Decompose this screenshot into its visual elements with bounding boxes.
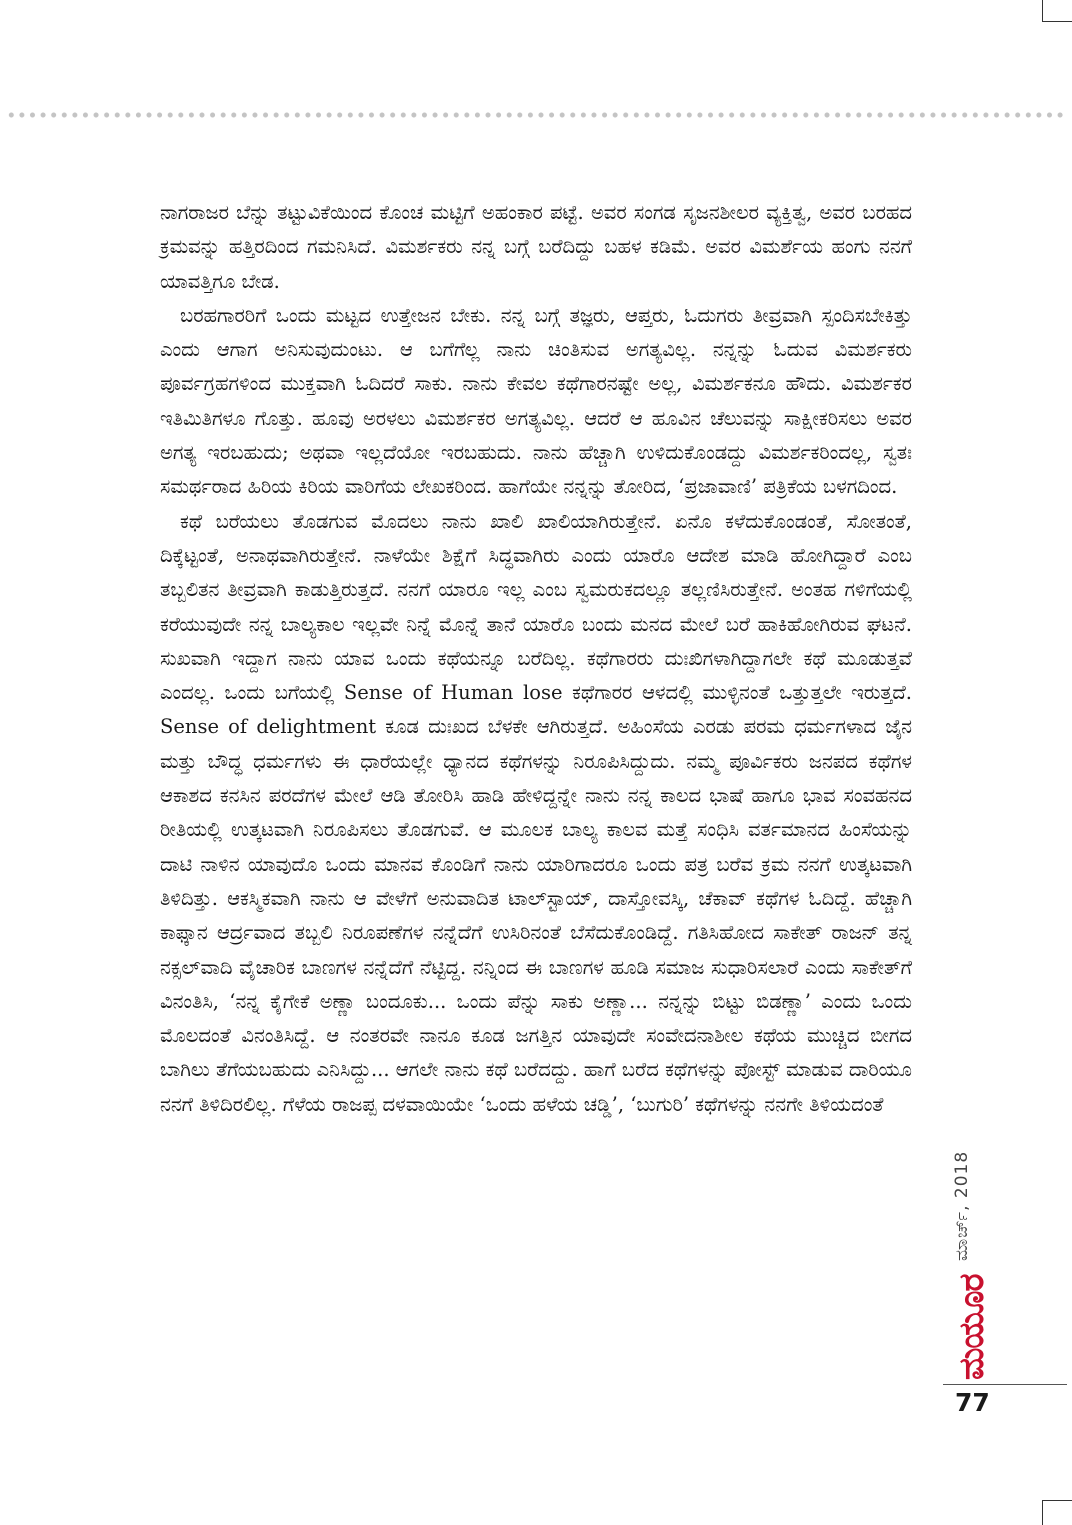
issue-date: ಮಾರ್ಚ್, 2018 <box>952 1150 972 1261</box>
folio-rule <box>943 1384 1067 1385</box>
dotted-divider <box>6 110 1066 120</box>
magazine-logo: ಮಯೂರ <box>952 1274 992 1380</box>
crop-mark-bottom <box>1042 1500 1072 1525</box>
paragraph-2: ಬರಹಗಾರರಿಗೆ ಒಂದು ಮಟ್ಟದ ಉತ್ತೇಜನ ಬೇಕು. ನನ್ನ ಬಗ್ಗೆ ತಜ್ಞರು, ಆಪ್ತರು, ಓದುಗರು ತೀವ್ರವಾಗಿ ಸ್ಪಂದಿಸಬೇಕಿತ್ತು ಎಂದು ಆಗಾಗ ಅನಿಸುವುದುಂಟು. ಆ ಬಗೆಗೆಲ್ಲ ನಾನು ಚಿಂತಿಸುವ ಅಗತ್ಯವಿಲ್ಲ. ನನ್ನನ್ನು ಓದುವ ವಿಮರ್ಶಕರು ಪೂರ್ವಗ್ರಹಗಳಿಂದ ಮುಕ್ತವಾಗಿ ಓದಿದರೆ ಸಾಕು. ನಾನು ಕೇವಲ ಕಥೆಗಾರನಷ್ಟೇ ಅಲ್ಲ, ವಿಮರ್ಶಕನೂ ಹೌದು. ವಿಮರ್ಶಕರ ಇತಿಮಿತಿಗಳೂ ಗೊತ್ತು. ಹೂವು ಅರಳಲು ವಿಮರ್ಶಕರ ಅಗತ್ಯವಿಲ್ಲ. ಆದರೆ ಆ ಹೂವಿನ ಚೆಲುವನ್ನು ಸಾಕ್ಷೀಕರಿಸಲು ಅವರ ಅಗತ್ಯ ಇರಬಹುದು; ಅಥವಾ ಇಲ್ಲದೆಯೋ ಇರಬಹುದು. ನಾನು ಹೆಚ್ಚಾಗಿ ಉಳಿದುಕೊಂಡದ್ದು ವಿಮರ್ಶಕರಿಂದಲ್ಲ, ಸ್ವತಃ ಸಮರ್ಥರಾದ ಹಿರಿಯ ಕಿರಿಯ ವಾರಿಗೆಯ ಲೇಖಕರಿಂದ. ಹಾಗೆಯೇ ನನ್ನನ್ನು ತೋರಿದ, ‘ಪ್ರಜಾವಾಣಿ’ ಪತ್ರಿಕೆಯ ಬಳಗದಿಂದ. <box>160 303 912 499</box>
crop-mark-top <box>1042 0 1072 22</box>
page-number: 77 <box>955 1388 990 1417</box>
paragraph-3: ಕಥೆ ಬರೆಯಲು ತೊಡಗುವ ಮೊದಲು ನಾನು ಖಾಲಿ ಖಾಲಿಯಾಗಿರುತ್ತೇನೆ. ಏನೊ ಕಳೆದುಕೊಂಡಂತೆ, ಸೋತಂತೆ, ದಿಕ್ಕೆಟ್ಟಂತೆ, ಅನಾಥವಾಗಿರುತ್ತೇನೆ. ನಾಳೆಯೇ ಶಿಕ್ಷೆಗೆ ಸಿದ್ಧವಾಗಿರು ಎಂದು ಯಾರೊ ಆದೇಶ ಮಾಡಿ ಹೋಗಿದ್ದಾರೆ ಎಂಬ ತಬ್ಬಲಿತನ ತೀವ್ರವಾಗಿ ಕಾಡುತ್ತಿರುತ್ತದೆ. ನನಗೆ ಯಾರೂ ಇಲ್ಲ ಎಂಬ ಸ್ವಮರುಕದಲ್ಲೂ ತಲ್ಲಣಿಸಿರುತ್ತೇನೆ. ಅಂತಹ ಗಳಿಗೆಯಲ್ಲಿ ಕರೆಯುವುದೇ ನನ್ನ ಬಾಲ್ಯಕಾಲ ಇಲ್ಲವೇ ನಿನ್ನೆ ಮೊನ್ನೆ ತಾನೆ ಯಾರೊ ಬಂದು ಮನದ ಮೇಲೆ ಬರೆ ಹಾಕಿಹೋಗಿರುವ ಘಟನೆ. ಸುಖವಾಗಿ ಇದ್ದಾಗ ನಾನು ಯಾವ ಒಂದು ಕಥೆಯನ್ನೂ ಬರೆದಿಲ್ಲ. ಕಥೆಗಾರರು ದುಃಖಿಗಳಾಗಿದ್ದಾಗಲೇ ಕಥೆ ಮೂಡುತ್ತವೆ ಎಂದಲ್ಲ. ಒಂದು ಬಗೆಯಲ್ಲಿ Sense of Human lose ಕಥೆಗಾರರ ಆಳದಲ್ಲಿ ಮುಳ್ಳಿನಂತೆ ಒತ್ತುತ್ತಲೇ ಇರುತ್ತದೆ. Sense of delightment ಕೂಡ ದುಃಖದ ಬೆಳಕೇ ಆಗಿರುತ್ತದೆ. ಅಹಿಂಸೆಯ ಎರಡು ಪರಮ ಧರ್ಮಗಳಾದ ಜೈನ ಮತ್ತು ಬೌದ್ಧ ಧರ್ಮಗಳು ಈ ಧಾರೆಯಲ್ಲೇ ಧ್ಯಾನದ ಕಥೆಗಳನ್ನು ನಿರೂಪಿಸಿದ್ದುದು. ನಮ್ಮ ಪೂರ್ವಿಕರು ಜನಪದ ಕಥೆಗಳ ಆಕಾಶದ ಕನಸಿನ ಪರದೆಗಳ ಮೇಲೆ ಆಡಿ ತೋರಿಸಿ ಹಾಡಿ ಹೇಳಿದ್ದನ್ನೇ ನಾನು ನನ್ನ ಕಾಲದ ಭಾಷೆ ಹಾಗೂ ಭಾವ ಸಂವಹನದ ರೀತಿಯಲ್ಲಿ ಉತ್ಕಟವಾಗಿ ನಿರೂಪಿಸಲು ತೊಡಗುವೆ. ಆ ಮೂಲಕ ಬಾಲ್ಯ ಕಾಲವ ಮತ್ತೆ ಸಂಧಿಸಿ ವರ್ತಮಾನದ ಹಿಂಸೆಯನ್ನು ದಾಟಿ ನಾಳಿನ ಯಾವುದೊ ಒಂದು ಮಾನವ ಕೊಂಡಿಗೆ ನಾನು ಯಾರಿಗಾದರೂ ಒಂದು ಪತ್ರ ಬರೆವ ಕ್ರಮ ನನಗೆ ಉತ್ಕಟವಾಗಿ ತಿಳಿದಿತ್ತು. ಆಕಸ್ಮಿಕವಾಗಿ ನಾನು ಆ ವೇಳೆಗೆ ಅನುವಾದಿತ ಟಾಲ್‌ಸ್ಟಾಯ್, ದಾಸ್ತೋವಸ್ಕಿ, ಚೆಕಾವ್ ಕಥೆಗಳ ಓದಿದ್ದೆ. ಹೆಚ್ಚಾಗಿ ಕಾಫ್ಕಾನ ಆರ್ದ್ರವಾದ ತಬ್ಬಲಿ ನಿರೂಪಣೆಗಳ ನನ್ನೆದೆಗೆ ಉಸಿರಿನಂತೆ ಬೆಸೆದುಕೊಂಡಿದ್ದೆ. ಗತಿಸಿಹೋದ ಸಾಕೇತ್ ರಾಜನ್ ತನ್ನ ನಕ್ಸಲ್‌ವಾದಿ ವೈಚಾರಿಕ ಬಾಣಗಳ ನನ್ನೆದೆಗೆ ನೆಟ್ಟಿದ್ದ. ನನ್ನಿಂದ ಈ ಬಾಣಗಳ ಹೂಡಿ ಸಮಾಜ ಸುಧಾರಿಸಲಾರೆ ಎಂದು ಸಾಕೇತ್‌ಗೆ ವಿನಂತಿಸಿ, ‘ನನ್ನ ಕೈಗೇಕೆ ಅಣ್ಣಾ ಬಂದೂಕು... ಒಂದು ಪೆನ್ನು ಸಾಕು ಅಣ್ಣಾ... ನನ್ನನ್ನು ಬಿಟ್ಟು ಬಿಡಣ್ಣಾ’ ಎಂದು ಒಂದು ಮೊಲದಂತೆ ವಿನಂತಿಸಿದ್ದೆ. ಆ ನಂತರವೇ ನಾನೂ ಕೂಡ ಜಗತ್ತಿನ ಯಾವುದೇ ಸಂವೇದನಾಶೀಲ ಕಥೆಯ ಮುಚ್ಚಿದ ಬೀಗದ ಬಾಗಿಲು ತೆಗೆಯಬಹುದು ಎನಿಸಿದ್ದು... ಆಗಲೇ ನಾನು ಕಥೆ ಬರೆದದ್ದು. ಹಾಗೆ ಬರೆದ ಕಥೆಗಳನ್ನು ಪೋಸ್ಟ್ ಮಾಡುವ ದಾರಿಯೂ ನನಗೆ ತಿಳಿದಿರಲಿಲ್ಲ. ಗೆಳೆಯ ರಾಜಪ್ಪ ದಳವಾಯಿಯೇ ‘ಒಂದು ಹಳೆಯ ಚಡ್ಡಿ’, ‘ಬುಗುರಿ’ ಕಥೆಗಳನ್ನು ನನಗೇ ತಿಳಿಯದಂತೆ <box>160 509 912 1116</box>
paragraph-1: ನಾಗರಾಜರ ಬೆನ್ನು ತಟ್ಟುವಿಕೆಯಿಂದ ಕೊಂಚ ಮಟ್ಟಿಗೆ ಅಹಂಕಾರ ಪಟ್ಟೆ. ಅವರ ಸಂಗಡ ಸೃಜನಶೀಲರ ವ್ಯಕ್ತಿತ್ವ, ಅವರ ಬರಹದ ಕ್ರಮವನ್ನು ಹತ್ತಿರದಿಂದ ಗಮನಿಸಿದೆ. ವಿಮರ್ಶಕರು ನನ್ನ ಬಗ್ಗೆ ಬರೆದಿದ್ದು ಬಹಳ ಕಡಿಮೆ. ಅವರ ವಿಮರ್ಶೆಯ ಹಂಗು ನನಗೆ ಯಾವತ್ತಿಗೂ ಬೇಡ. <box>160 201 912 293</box>
magazine-sidebar <box>952 1090 992 1380</box>
article-body <box>160 196 912 1122</box>
sidebar-vertical-text <box>952 1090 992 1380</box>
